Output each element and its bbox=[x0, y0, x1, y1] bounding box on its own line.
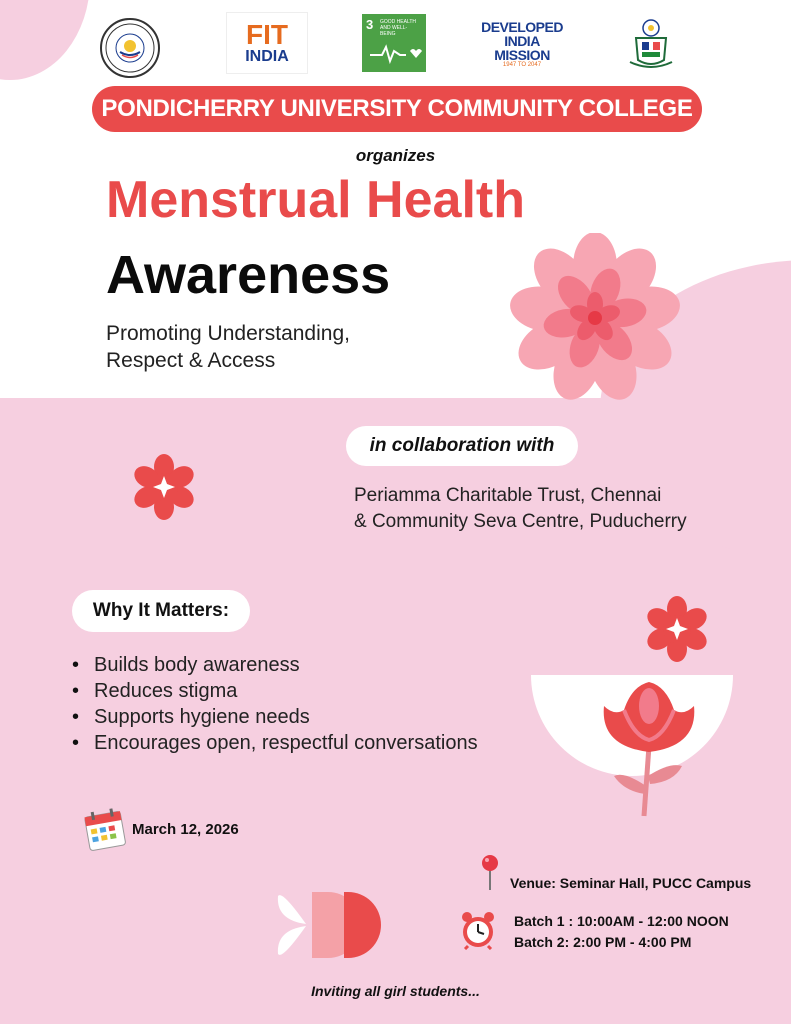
event-date: March 12, 2026 bbox=[132, 821, 239, 838]
title-line-2: Awareness bbox=[106, 245, 391, 305]
partner-line-1: Periamma Charitable Trust, Chennai bbox=[354, 485, 662, 506]
sdg-text: GOOD HEALTH AND WELL-BEING bbox=[380, 19, 417, 37]
developed-india-mission-logo bbox=[482, 14, 562, 74]
india-logo-text: INDIA bbox=[245, 48, 289, 65]
list-item: • Supports hygiene needs bbox=[72, 704, 478, 730]
alarm-clock-icon bbox=[460, 910, 496, 950]
subtitle bbox=[106, 320, 350, 374]
star-flower-icon bbox=[644, 596, 710, 662]
pucc-emblem-icon bbox=[622, 16, 680, 74]
fit-india-logo bbox=[226, 12, 308, 74]
college-name-banner: PONDICHERRY UNIVERSITY COMMUNITY COLLEGE bbox=[92, 86, 702, 132]
tulip-illustration bbox=[594, 676, 704, 822]
calendar-icon bbox=[83, 808, 127, 852]
pu-seal-icon bbox=[104, 22, 156, 74]
title-line-1: Menstrual Health bbox=[106, 171, 525, 229]
dim-years: 1947 TO 2047 bbox=[502, 62, 542, 68]
star-flower-icon bbox=[131, 454, 197, 520]
dim-line-2: INDIA bbox=[504, 33, 540, 49]
batch-2-time: Batch 2: 2:00 PM - 4:00 PM bbox=[514, 934, 692, 950]
batch-1-time: Batch 1 : 10:00AM - 12:00 NOON bbox=[514, 913, 729, 929]
why-list bbox=[72, 652, 478, 756]
list-item: • Builds body awareness bbox=[72, 652, 478, 678]
heartbeat-icon bbox=[366, 37, 422, 67]
dim-line-1: DEVELOPED bbox=[481, 19, 563, 35]
flower-illustration bbox=[510, 233, 680, 403]
sdg-goal-3-logo bbox=[362, 14, 426, 72]
why-it-matters-label: Why It Matters: bbox=[72, 590, 250, 632]
pucc-emblem-logo bbox=[622, 16, 680, 74]
collaboration-partners bbox=[354, 483, 687, 535]
partner-line-2: & Community Seva Centre, Puducherry bbox=[354, 511, 687, 532]
dim-line-3: MISSION bbox=[494, 47, 550, 63]
event-venue: Venue: Seminar Hall, PUCC Campus bbox=[510, 875, 752, 891]
list-item: • Reduces stigma bbox=[72, 678, 478, 704]
sdg-number: 3 bbox=[366, 17, 374, 32]
invitation-text: Inviting all girl students... bbox=[311, 983, 480, 999]
collaboration-label: in collaboration with bbox=[346, 426, 578, 466]
fit-logo-text: FIT bbox=[246, 19, 288, 50]
pondicherry-university-logo bbox=[100, 18, 160, 78]
list-item: • Encourages open, respectful conversations bbox=[72, 730, 478, 756]
subtitle-line-2: Respect & Access bbox=[106, 349, 276, 372]
organizes-text: organizes bbox=[355, 146, 436, 165]
location-pin-icon bbox=[480, 854, 500, 892]
petal-shapes-decoration bbox=[272, 890, 384, 960]
subtitle-line-1: Promoting Understanding, bbox=[106, 322, 350, 345]
